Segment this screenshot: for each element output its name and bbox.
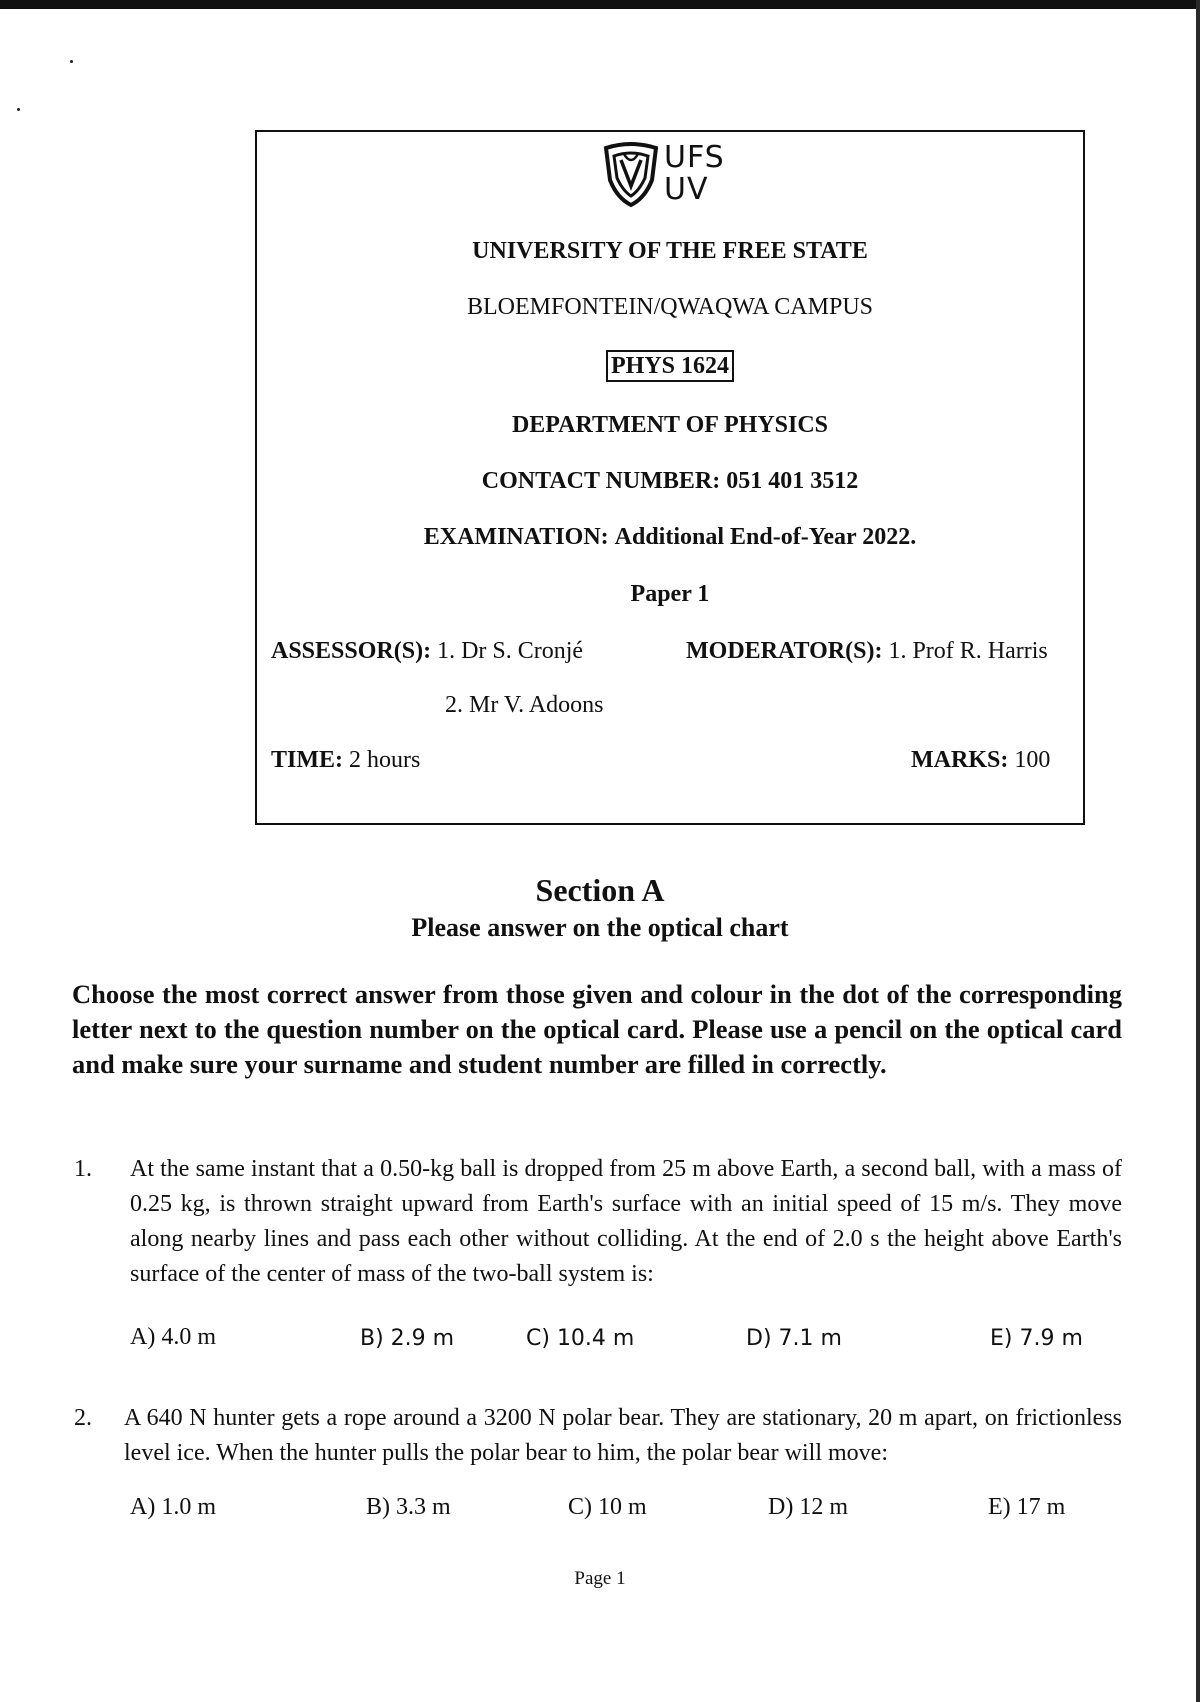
answer-option-e: E) 17 m (988, 1494, 1066, 1520)
examination-line (257, 524, 1083, 551)
university-name: UNIVERSITY OF THE FREE STATE (472, 238, 868, 264)
question-number: 1. (74, 1156, 92, 1182)
campus-name: BLOEMFONTEIN/QWAQWA CAMPUS (466, 294, 874, 320)
instructions-paragraph: Choose the most correct answer from those given and colour in the dot of the corresponding letter next to the question number on the optical card. Please use a pencil on the optical card and make sure your surname and student number are filled in correctly. (72, 979, 1122, 1079)
marks-row (911, 747, 1050, 774)
moderators-label: MODERATOR(S): (686, 638, 883, 664)
time-value: 2 hours (349, 747, 421, 773)
answer-option-d: D) 7.1 m (746, 1326, 842, 1351)
moderators-row (686, 638, 1048, 665)
scan-speck (17, 108, 20, 111)
ufs-shield-logo-icon (602, 142, 660, 208)
assessor-1: 1. Dr S. Cronjé (437, 638, 584, 664)
answer-option-b: B) 3.3 m (366, 1494, 451, 1520)
answer-option-e: E) 7.9 m (990, 1326, 1083, 1351)
assessors-row (271, 638, 583, 665)
marks-label: MARKS: (911, 747, 1009, 773)
exam-header-box (255, 130, 1085, 825)
moderator-1: 1. Prof R. Harris (888, 638, 1048, 664)
answer-option-b: B) 2.9 m (360, 1326, 455, 1351)
department-name: DEPARTMENT OF PHYSICS (511, 412, 829, 438)
page-number: Page 1 (574, 1568, 626, 1589)
logo-wordmark (664, 142, 725, 206)
scan-right-border (1196, 0, 1200, 1702)
question-number: 2. (74, 1405, 92, 1431)
answer-option-a: A) 1.0 m (130, 1494, 216, 1520)
course-code: PHYS 1624 (606, 350, 734, 382)
contact-line (257, 468, 1083, 495)
section-title: Section A (535, 872, 665, 908)
section-subtitle: Please answer on the optical chart (411, 913, 789, 942)
scan-top-border (0, 0, 1200, 9)
answer-option-c: C) 10 m (568, 1494, 647, 1520)
logo-line-ufs: UFS (664, 140, 725, 175)
time-row (271, 747, 420, 774)
assessors-label: ASSESSOR(S): (271, 638, 432, 664)
answer-option-a: A) 4.0 m (130, 1324, 216, 1350)
answer-option-d: D) 12 m (768, 1494, 848, 1520)
contact-label: CONTACT NUMBER: (481, 468, 721, 494)
examination-value: Additional End-of-Year 2022. (614, 524, 917, 550)
logo-line-uv: UV (664, 172, 709, 207)
question-text: At the same instant that a 0.50-kg ball is dropped from 25 m above Earth, a second ball, with a mass of 0.25 kg, is thrown straight upward from Earth's surface with an initial speed of 15 m/s. They move along nearby lines and pass each other without colliding. At the end of 2.0 s the height above Earth's surface of the center of mass of the two-ball system is: (130, 1156, 1122, 1287)
answer-option-c: C) 10.4 m (526, 1326, 635, 1351)
scan-speck (70, 60, 73, 63)
examination-label: EXAMINATION: (423, 524, 609, 550)
marks-value: 100 (1014, 747, 1051, 773)
time-label: TIME: (271, 747, 343, 773)
assessor-2: 2. Mr V. Adoons (445, 692, 604, 718)
university-logo (602, 140, 742, 218)
question-text: A 640 N hunter gets a rope around a 3200 N polar bear. They are stationary, 20 m apart, on frictionless level ice. When the hunter pulls the polar bear to him, the polar bear will move: (124, 1405, 1122, 1466)
contact-number: 051 401 3512 (726, 468, 859, 494)
paper-number: Paper 1 (630, 581, 710, 607)
